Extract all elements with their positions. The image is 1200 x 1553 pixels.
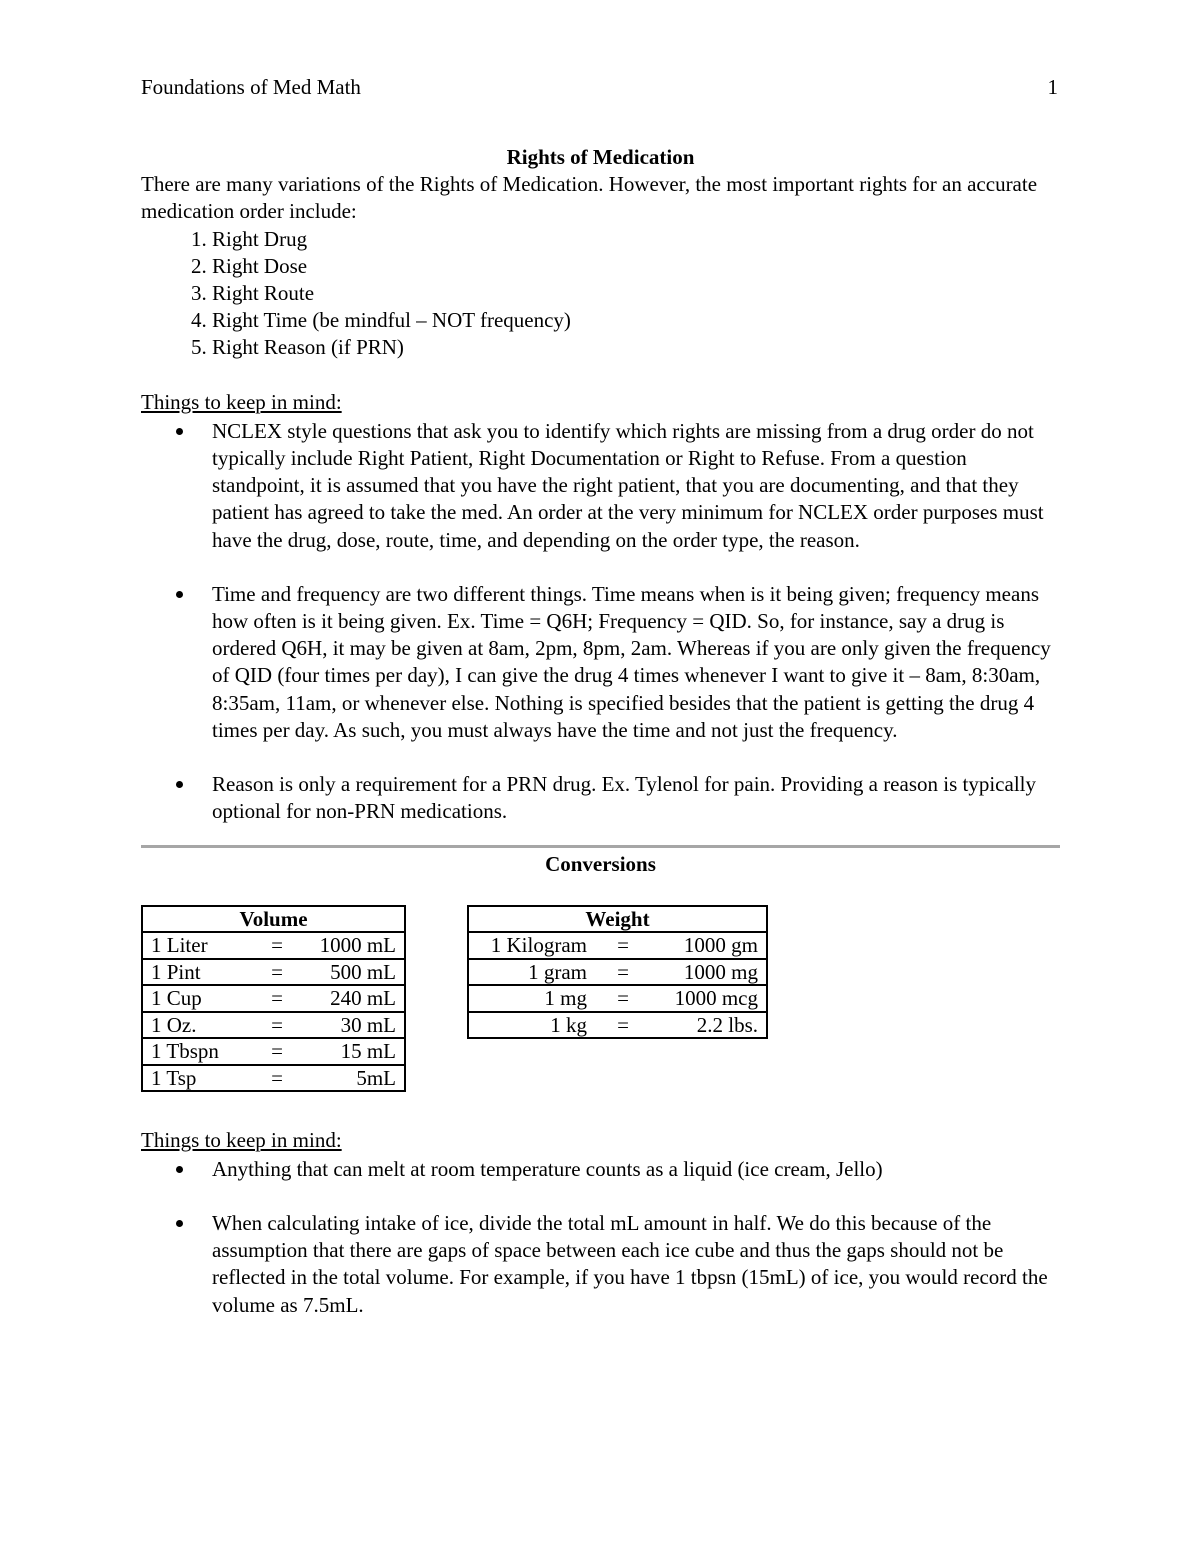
- value-cell: 240 mL: [305, 985, 405, 1012]
- equals-cell: =: [249, 1065, 305, 1092]
- unit-cell: 1 mg: [468, 985, 595, 1012]
- document-body: [141, 144, 1060, 1319]
- table-row: [142, 932, 405, 959]
- unit-cell: 1 Cup: [142, 985, 249, 1012]
- table-row: [468, 959, 767, 986]
- value-cell: 1000 mL: [305, 932, 405, 959]
- running-title: Foundations of Med Math: [141, 75, 361, 99]
- unit-cell: 1 Pint: [142, 959, 249, 986]
- value-cell: 30 mL: [305, 1012, 405, 1039]
- unit-cell: 1 Kilogram: [468, 932, 595, 959]
- equals-cell: =: [249, 1038, 305, 1065]
- value-cell: 2.2 lbs.: [651, 1012, 767, 1039]
- rights-list-item: 2. Right Dose: [212, 253, 1060, 280]
- table-row: [142, 959, 405, 986]
- rights-notes-list: [141, 418, 1060, 826]
- rights-list-item: 5. Right Reason (if PRN): [212, 334, 1060, 361]
- equals-cell: =: [595, 985, 651, 1012]
- weight-table: [467, 905, 768, 1040]
- table-row: [468, 932, 767, 959]
- conversion-note-item: When calculating intake of ice, divide the total mL amount in half. We do this because of the assumption that there are gaps of space between each ice cube and thus the gaps should not be reflected in the total volume. For example, if you have 1 tbpsn (15mL) of ice, you would record the volume as 7.5mL.: [212, 1210, 1060, 1319]
- value-cell: 15 mL: [305, 1038, 405, 1065]
- table-row: [142, 1065, 405, 1092]
- unit-cell: 1 Liter: [142, 932, 249, 959]
- value-cell: 1000 gm: [651, 932, 767, 959]
- volume-table: [141, 905, 406, 1093]
- rights-title: Rights of Medication: [506, 145, 695, 169]
- table-row: [142, 1012, 405, 1039]
- volume-table-header: Volume: [142, 906, 405, 933]
- rights-list: [141, 226, 1060, 362]
- conversions-title: Conversions: [545, 852, 656, 877]
- equals-cell: =: [249, 985, 305, 1012]
- keep-in-mind-heading: Things to keep in mind:: [141, 1127, 342, 1152]
- section-divider: [141, 845, 1060, 848]
- table-row: [142, 1038, 405, 1065]
- unit-cell: 1 Tbspn: [142, 1038, 249, 1065]
- rights-note-item: Time and frequency are two different things. Time means when is it being given; frequency means how often is it being given. Ex. Time = Q6H; Frequency = QID. So, for instance, say a drug is ordered Q6H, it may be given at 8am, 2pm, 8pm, 2am. Whereas if you are only given the frequency of QID (four times per day), I can give the drug 4 times whenever I want to give it – 8am, 8:30am, 8:35am, 11am, or whenever else. Nothing is specified besides that the patient is getting the drug 4 times per day. As such, you must always have the time and not just the frequency.: [212, 581, 1060, 744]
- value-cell: 5mL: [305, 1065, 405, 1092]
- rights-intro: There are many variations of the Rights of Medication. However, the most important rights for an accurate medication order include:: [141, 172, 1038, 224]
- value-cell: 1000 mg: [651, 959, 767, 986]
- unit-cell: 1 Tsp: [142, 1065, 249, 1092]
- table-row: [468, 1012, 767, 1039]
- unit-cell: 1 Oz.: [142, 1012, 249, 1039]
- conversion-notes-list: [141, 1156, 1060, 1319]
- value-cell: 500 mL: [305, 959, 405, 986]
- unit-cell: 1 kg: [468, 1012, 595, 1039]
- equals-cell: =: [595, 1012, 651, 1039]
- page-number: 1: [1047, 75, 1058, 99]
- table-row: [142, 985, 405, 1012]
- equals-cell: =: [249, 959, 305, 986]
- table-row: [468, 985, 767, 1012]
- equals-cell: =: [249, 1012, 305, 1039]
- rights-note-item: NCLEX style questions that ask you to identify which rights are missing from a drug order do not typically include Right Patient, Right Documentation or Right to Refuse. From a question standpoint, it is assumed that you have the right patient, that you are documenting, and that they patient has agreed to take the med. An order at the very minimum for NCLEX order purposes must have the drug, dose, route, time, and depending on the order type, the reason.: [212, 418, 1060, 554]
- rights-note-item: Reason is only a requirement for a PRN drug. Ex. Tylenol for pain. Providing a reason is typically optional for non-PRN medications.: [212, 771, 1060, 825]
- running-header: [141, 74, 1060, 100]
- conversion-note-item: Anything that can melt at room temperature counts as a liquid (ice cream, Jello): [212, 1156, 1060, 1183]
- keep-in-mind-heading: Things to keep in mind:: [141, 389, 342, 414]
- rights-list-item: 4. Right Time (be mindful – NOT frequency): [212, 307, 1060, 334]
- conversion-tables: [141, 905, 1060, 1107]
- equals-cell: =: [595, 959, 651, 986]
- equals-cell: =: [249, 932, 305, 959]
- rights-list-item: 1. Right Drug: [212, 226, 1060, 253]
- weight-table-header: Weight: [468, 906, 767, 933]
- rights-list-item: 3. Right Route: [212, 280, 1060, 307]
- unit-cell: 1 gram: [468, 959, 595, 986]
- equals-cell: =: [595, 932, 651, 959]
- value-cell: 1000 mcg: [651, 985, 767, 1012]
